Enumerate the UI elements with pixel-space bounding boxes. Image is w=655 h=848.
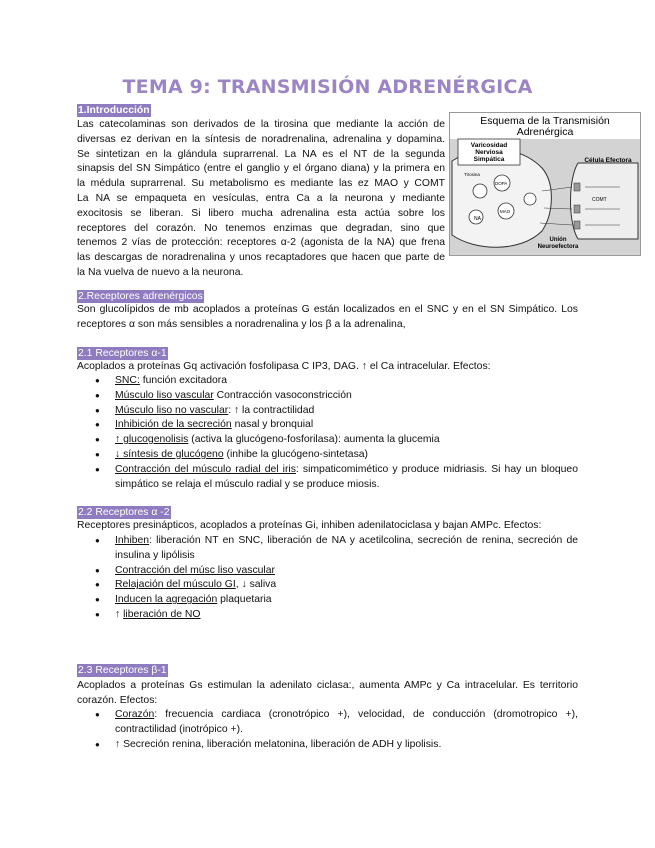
figure-title-line1: Esquema de la Transmisión (480, 115, 610, 127)
list-item-key-term: Contracción del músc liso vascular (115, 564, 275, 576)
figure-title-line2: Adrenérgica (516, 126, 574, 138)
svg-text:MAO: MAO (500, 209, 511, 214)
list-item-key-term: liberación de NO (123, 608, 201, 620)
text-line: Se sintetizan en la glándula suprarrenal. La NA es el NT de la segunda (77, 148, 445, 160)
text-line: la Na vuelva de nuevo a la neurona. (77, 267, 244, 278)
svg-text:NA: NA (474, 216, 481, 222)
beta1-effects-list (77, 708, 578, 752)
list-item (77, 448, 578, 463)
receptors-heading: 2.Receptores adrenérgicos (78, 291, 203, 302)
text-line: exocitosis se liberan. Si libero mucha adrenalina esta actúa sobre los (77, 207, 445, 219)
list-item (77, 463, 578, 493)
vesicle-1 (473, 184, 487, 198)
list-item-key-term: Contracción del músculo radial del iris (115, 463, 296, 475)
text-line: sinapsis del SN Simpático (entre el ganglio y el órgano diana) y la primera en (77, 163, 445, 175)
list-item-text: (activa la glucógeno-fosforilasa): aumenta la glucemia (188, 434, 440, 446)
list-item-key-term: ↓ síntesis de glucógeno (115, 448, 224, 460)
text-line: La NA se empaqueta en vesículas, entra Ca a la neurona y mediante (77, 193, 445, 204)
svg-text:COMT: COMT (592, 197, 607, 203)
svg-text:Nerviosa: Nerviosa (475, 149, 503, 156)
text-line: diversas ez derivan en la síntesis de noradrenalina, adrenalina y dopamina. (77, 133, 445, 145)
list-item (77, 738, 578, 753)
alpha2-heading: 2.2 Receptores α -2 (78, 507, 170, 518)
list-item-key-term: Músculo liso no vascular (115, 404, 229, 416)
list-item (77, 578, 578, 593)
alpha1-intro: Acoplados a proteínas Gq activación fosfolipasa C IP3, DAG. ↑ el Ca intracelular. Efectos: (77, 361, 491, 372)
list-item-text: Contracción vasoconstricción (213, 389, 352, 401)
text-line: la médula suprarrenal. Su metabolismo es mediante las ez MAO y COMT (77, 178, 445, 190)
alpha1-effects-list (77, 374, 578, 492)
list-item-text: nasal y bronquial (231, 419, 314, 431)
list-item (77, 389, 578, 404)
list-item-text: : frecuencia cardiaca (cronotrópico +), velocidad, de conducción (dromotropico +), contractilidad (inotrópico +). (115, 709, 578, 735)
list-item-text: : liberación NT en SNC, liberación de NA y acetilcolina, secreción de renina, secreción de insulina y lipólisis (115, 535, 578, 561)
svg-text:Varicosidad: Varicosidad (470, 142, 508, 149)
list-item (77, 564, 578, 579)
list-item (77, 593, 578, 608)
intro-heading: 1.Introducción (78, 105, 150, 116)
beta1-heading: 2.3 Receptores β-1 (78, 665, 167, 676)
list-item (77, 608, 578, 623)
union-label-1: Unión (549, 237, 567, 243)
text-line: Son glucolípidos de mb acoplados a proteínas G están localizados en el SNC y en el SN Simpático. Los (77, 304, 578, 315)
list-item-key-term: Relajación del músculo GI (115, 579, 236, 591)
list-item-key-term: Músculo liso vascular (115, 389, 214, 401)
list-item-prefix: ↑ (115, 738, 124, 750)
list-item-text: plaquetaria (217, 594, 272, 606)
svg-text:DOPA: DOPA (495, 181, 508, 186)
list-item-key-term: SNC: (115, 375, 140, 386)
svg-text:Simpática: Simpática (473, 156, 505, 163)
list-item-text: función excitadora (139, 375, 228, 386)
list-item-prefix: ↑ (115, 608, 124, 620)
effector-label: Célula Efectora (584, 157, 632, 164)
text-line: las descargas de noradrenalina y unos recaptadores que hacen que parte de (77, 252, 445, 264)
text-line: tenemos 2 vías de protección: receptores α-2 (agonista de la NA) que frena (77, 237, 445, 249)
list-item (77, 708, 578, 738)
list-item (77, 374, 578, 389)
receptor-2 (574, 205, 580, 213)
list-item-key-term: Inhiben (115, 535, 150, 546)
text-line: Acoplados a proteínas Gs estimulan la adenilato ciclasa:, aumenta AMPc y Ca intracelular. Es territorio (77, 680, 578, 691)
list-item-key-term: Inhibición de la secreción (115, 419, 232, 431)
text-line: receptores α son más sensibles a noradrenalina y los β a la adrenalina, (77, 318, 406, 330)
list-item-text: : simpaticomimético y produce midriasis. Si hay un bloqueo simpático se relaja el músculo radial y se produce miosis. (115, 463, 578, 490)
text-line: corazón. Efectos: (77, 694, 158, 706)
adrenergic-transmission-diagram (449, 112, 641, 256)
list-item-text: : ↑ la contractilidad (228, 404, 315, 416)
list-item (77, 418, 578, 433)
list-item-text: , ↓ saliva (235, 579, 277, 591)
vesicle-5 (524, 193, 536, 205)
alpha2-intro: Receptores presinápticos, acoplados a proteínas Gi, inhiben adenilatociclasa y bajan AMPc. Efectos: (77, 520, 542, 531)
list-item (77, 433, 578, 448)
union-label-2: Neuroefectora (537, 244, 579, 250)
list-item-text: Secreción renina, liberación melatonina, liberación de ADH y lipolisis. (123, 738, 442, 750)
list-item (77, 404, 578, 419)
list-item-key-term: ↑ glucogenolisis (115, 434, 189, 446)
alpha2-effects-list (77, 534, 578, 623)
list-item-text: (inhibe la glucógeno-sintetasa) (223, 448, 369, 460)
page-title: TEMA 9: TRANSMISIÓN ADRENÉRGICA (122, 76, 533, 98)
alpha1-heading: 2.1 Receptores α-1 (78, 348, 167, 359)
list-item-key-term: Inducen la agregación (115, 594, 218, 606)
receptor-3 (574, 221, 580, 229)
receptor-1 (574, 183, 580, 191)
text-line: receptores del corazón. No tenemos enzimas que degradan, sino que (77, 222, 445, 234)
text-line: Las catecolaminas son derivados de la tirosina que mediante la acción de (77, 119, 445, 130)
list-item (77, 534, 578, 564)
list-item-key-term: Corazón (115, 709, 155, 720)
svg-text:Tirosina: Tirosina (464, 172, 480, 177)
